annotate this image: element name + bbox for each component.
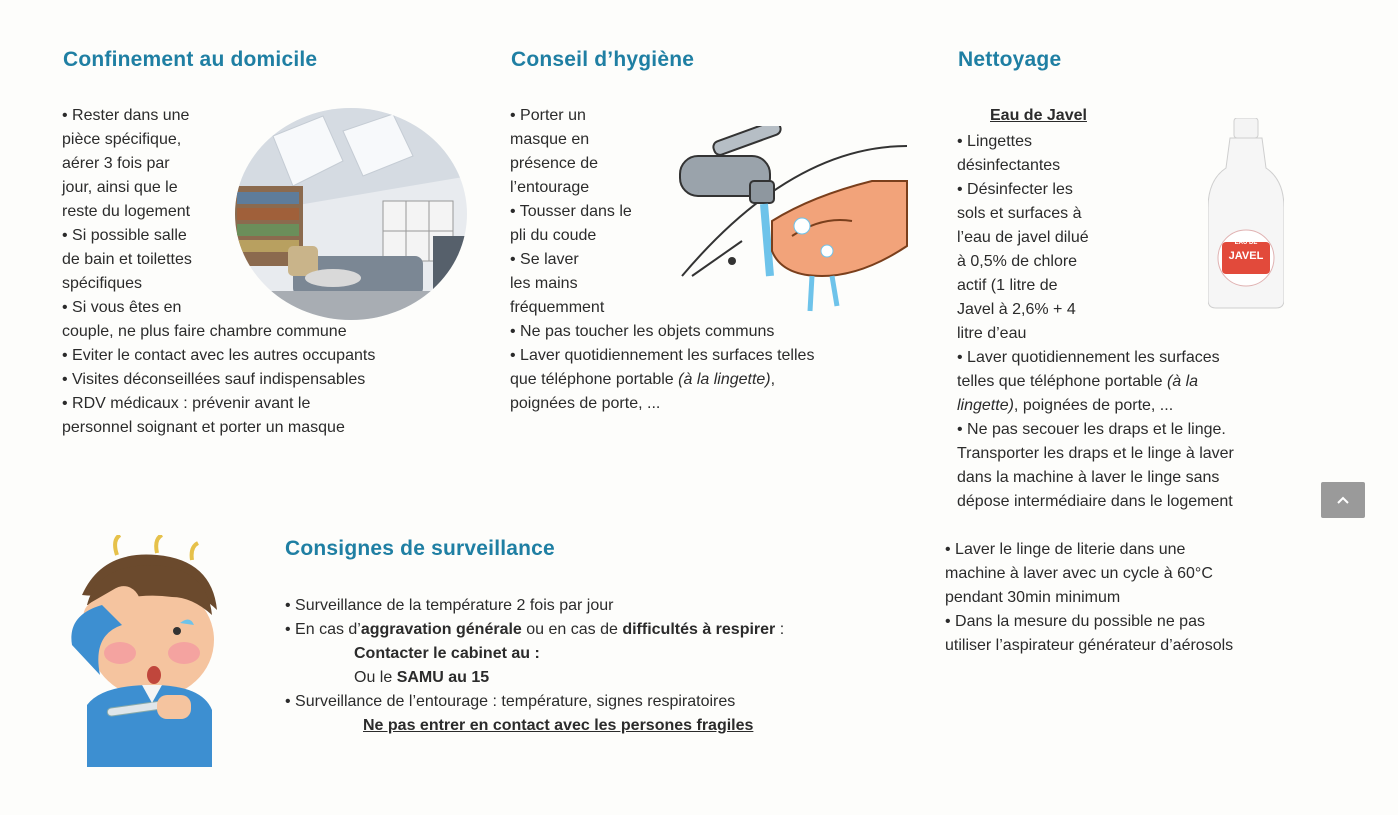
nettoyage-title: Nettoyage — [958, 48, 1062, 71]
confinement-line: spécifiques — [62, 275, 143, 292]
nettoyage-line: Transporter les draps et le linge à laver — [957, 445, 1234, 462]
surveillance-text-bold: SAMU au 15 — [396, 669, 490, 686]
nettoyage-line: à 0,5% de chlore — [957, 253, 1078, 270]
nettoyage-subtitle: Eau de Javel — [990, 107, 1087, 124]
hygiene-line: fréquemment — [510, 299, 605, 316]
surveillance-line: • Surveillance de la température 2 fois par jour — [285, 597, 614, 614]
bleach-bottle-shape — [1208, 118, 1284, 310]
nettoyage-line: dans la machine à laver le linge sans — [957, 469, 1220, 486]
nettoyage-text-continued — [945, 538, 1345, 658]
hygiene-line: • Laver quotidiennement les surfaces telles — [510, 347, 815, 364]
nettoyage-line: machine à laver avec un cycle à 60°C — [945, 565, 1213, 582]
surveillance-line — [285, 618, 925, 642]
hygiene-line: • Se laver — [510, 251, 579, 268]
hygiene-line: • Porter un — [510, 107, 586, 124]
nettoyage-line: • Laver quotidiennement les surfaces — [957, 349, 1220, 366]
nettoyage-line: • Ne pas secouer les draps et le linge. — [957, 421, 1226, 438]
surveillance-line: Ne pas entrer en contact avec les persones fragiles — [363, 717, 754, 734]
confinement-line: • Eviter le contact avec les autres occupants — [62, 347, 376, 364]
nettoyage-line: utiliser l’aspirateur générateur d’aérosols — [945, 637, 1234, 654]
hygiene-line: pli du coude — [510, 227, 597, 244]
surveillance-text — [285, 594, 925, 738]
confinement-line: personnel soignant et porter un masque — [62, 419, 345, 436]
confinement-line: • Rester dans une — [62, 107, 190, 124]
hygiene-line: • Ne pas toucher les objets communs — [510, 323, 775, 340]
surveillance-line: • Surveillance de l’entourage : température, signes respiratoires — [285, 693, 736, 710]
scroll-top-button[interactable] — [1321, 482, 1365, 518]
hand-washing-illustration — [672, 126, 912, 322]
nettoyage-line: • Dans la mesure du possible ne pas — [945, 613, 1205, 630]
nettoyage-line: litre d’eau — [957, 325, 1027, 342]
sick-child-illustration — [62, 535, 227, 767]
nettoyage-line: dépose intermédiaire dans le logement — [957, 493, 1233, 510]
nettoyage-line: l’eau de javel dilué — [957, 229, 1089, 246]
nettoyage-line: sols et surfaces à — [957, 205, 1082, 222]
nettoyage-text-italic: (à la — [1166, 373, 1199, 390]
confinement-line: • Visites déconseillées sauf indispensables — [62, 371, 366, 388]
surveillance-line: Contacter le cabinet au : — [354, 645, 540, 662]
nettoyage-text-part: , poignées de porte, ... — [1013, 397, 1174, 414]
nettoyage-line: actif (1 litre de — [957, 277, 1058, 294]
nettoyage-line: • Désinfecter les — [957, 181, 1073, 198]
hygiene-line: masque en — [510, 131, 590, 148]
surveillance-text-part: : — [775, 621, 785, 638]
bottle-label-main: JAVEL — [1228, 250, 1264, 262]
hygiene-text-italic: (à la lingette) — [678, 371, 771, 388]
hygiene-line: présence de — [510, 155, 599, 172]
hygiene-line: poignées de porte, ... — [510, 395, 661, 412]
nettoyage-line — [957, 394, 1337, 418]
living-room-illustration — [233, 106, 469, 322]
hygiene-line: • Tousser dans le — [510, 203, 632, 220]
confinement-line: reste du logement — [62, 203, 191, 220]
confinement-line: • Si possible salle — [62, 227, 187, 244]
surveillance-text-bold: aggravation générale — [360, 621, 522, 638]
hygiene-text-part: que téléphone portable — [510, 371, 679, 388]
confinement-line: • Si vous êtes en — [62, 299, 182, 316]
surveillance-text-part: ou en cas de — [521, 621, 623, 638]
surveillance-title: Consignes de surveillance — [285, 537, 555, 560]
surveillance-text-part: • En cas d’ — [285, 621, 361, 638]
nettoyage-line: désinfectantes — [957, 157, 1061, 174]
nettoyage-line: pendant 30min minimum — [945, 589, 1121, 606]
confinement-line: jour, ainsi que le — [62, 179, 178, 196]
nettoyage-line: • Laver le linge de literie dans une — [945, 541, 1186, 558]
confinement-line: de bain et toilettes — [62, 251, 192, 268]
hygiene-text-part: , — [770, 371, 776, 388]
surveillance-line — [285, 666, 925, 690]
surveillance-text-bold: difficultés à respirer — [622, 621, 776, 638]
nettoyage-text-part: telles que téléphone portable — [957, 373, 1167, 390]
confinement-line: aérer 3 fois par — [62, 155, 170, 172]
confinement-line: couple, ne plus faire chambre commune — [62, 323, 347, 340]
hygiene-line — [510, 368, 920, 392]
bleach-bottle-illustration — [1208, 118, 1284, 310]
hygiene-line: les mains — [510, 275, 578, 292]
chevron-up-icon — [1336, 495, 1350, 505]
nettoyage-line: • Lingettes — [957, 133, 1032, 150]
hygiene-line: l’entourage — [510, 179, 590, 196]
surveillance-text-part: Ou le — [354, 669, 397, 686]
confinement-line: • RDV médicaux : prévenir avant le — [62, 395, 311, 412]
confinement-line: pièce spécifique, — [62, 131, 182, 148]
hygiene-title: Conseil d’hygiène — [511, 48, 695, 71]
bottle-label-top: EAU DE — [1234, 240, 1258, 246]
nettoyage-text-italic: lingette) — [957, 397, 1014, 414]
confinement-title: Confinement au domicile — [63, 48, 318, 71]
nettoyage-line — [957, 370, 1337, 394]
nettoyage-line: Javel à 2,6% + 4 — [957, 301, 1076, 318]
